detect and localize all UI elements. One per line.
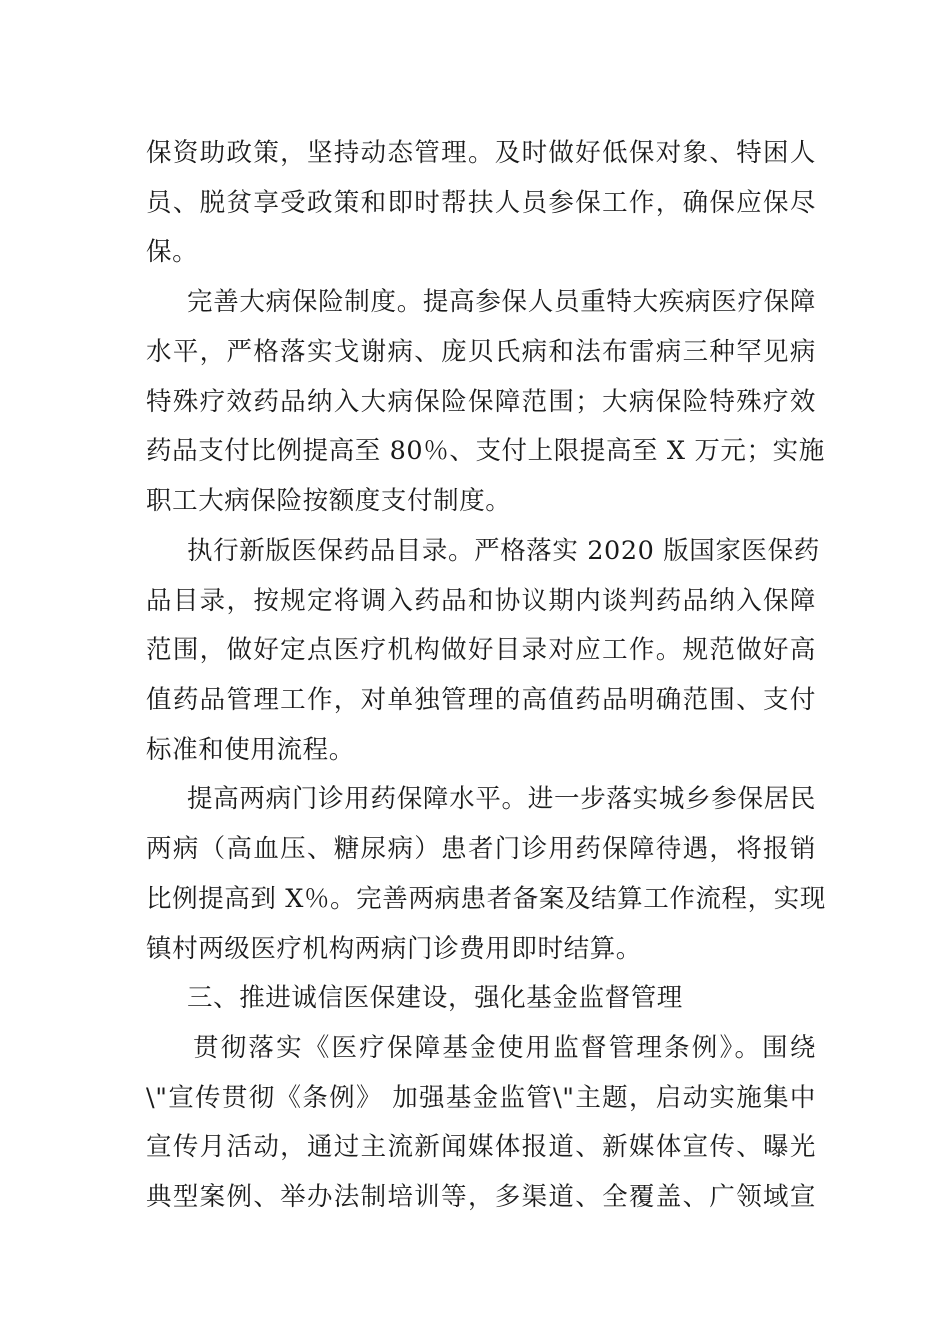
paragraph-line: 保资助政策，坚持动态管理。及时做好低保对象、特困人 (146, 138, 816, 168)
paragraph-line: 特殊疗效药品纳入大病保险保障范围；大病保险特殊疗效 (146, 387, 816, 417)
paragraph-line: 提高两病门诊用药保障水平。进一步落实城乡参保居民 (187, 784, 816, 814)
paragraph-line: 职工大病保险按额度支付制度。 (146, 486, 512, 516)
paragraph-line: \"宣传贯彻《条例》 加强基金监管\"主题，启动实施集中 (146, 1083, 816, 1113)
paragraph-line: 完善大病保险制度。提高参保人员重特大疾病医疗保障 (187, 287, 816, 317)
section-heading: 三、推进诚信医保建设，强化基金监督管理 (187, 983, 683, 1013)
paragraph-line: 镇村两级医疗机构两病门诊费用即时结算。 (146, 934, 642, 964)
paragraph-line: 贯彻落实《医疗保障基金使用监督管理条例》。围绕 (193, 1033, 816, 1063)
paragraph-line: 值药品管理工作，对单独管理的高值药品明确范围、支付 (146, 685, 816, 715)
paragraph-line: 宣传月活动，通过主流新闻媒体报道、新媒体宣传、曝光 (146, 1132, 816, 1162)
paragraph-line: 比例提高到 X％。完善两病患者备案及结算工作流程，实现 (146, 884, 826, 914)
paragraph-line: 范围，做好定点医疗机构做好目录对应工作。规范做好高 (146, 635, 816, 665)
paragraph-line: 保。 (146, 237, 199, 267)
paragraph-line: 药品支付比例提高至 80％、支付上限提高至 X 万元；实施 (146, 436, 825, 466)
paragraph-line: 水平，严格落实戈谢病、庞贝氏病和法布雷病三种罕见病 (146, 337, 816, 367)
paragraph-line: 员、脱贫享受政策和即时帮扶人员参保工作，确保应保尽 (146, 188, 816, 218)
paragraph-line: 典型案例、举办法制培训等，多渠道、全覆盖、广领域宣 (146, 1182, 816, 1212)
paragraph-line: 品目录，按规定将调入药品和协议期内谈判药品纳入保障 (146, 586, 816, 616)
paragraph-line: 执行新版医保药品目录。严格落实 2020 版国家医保药 (187, 536, 820, 566)
paragraph-line: 标准和使用流程。 (146, 735, 355, 765)
paragraph-line: 两病（高血压、糖尿病）患者门诊用药保障待遇，将报销 (146, 834, 816, 864)
